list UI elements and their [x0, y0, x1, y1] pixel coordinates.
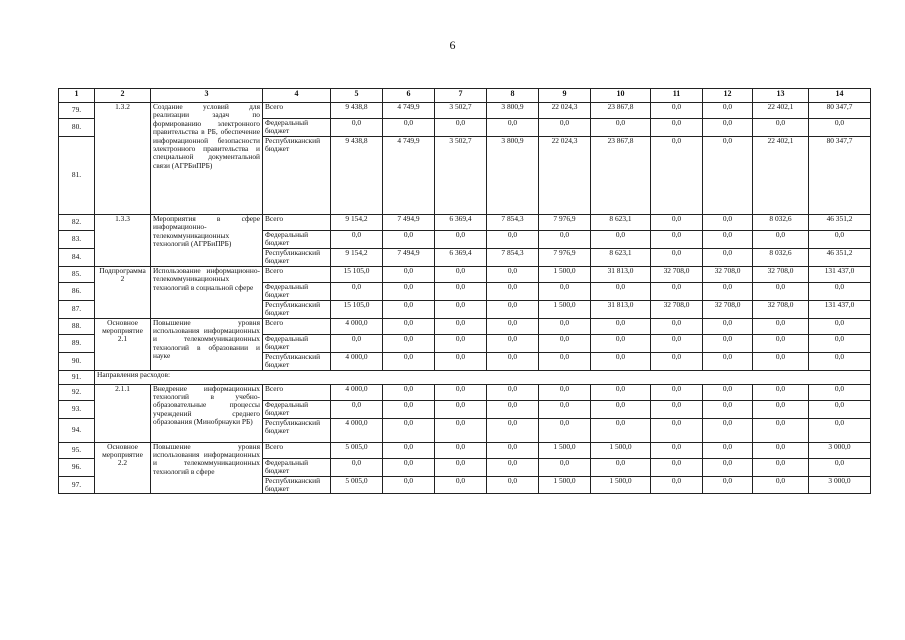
column-header-4: 4	[263, 89, 331, 103]
value-cell: 0,0	[753, 119, 809, 137]
value-cell: 1 500,0	[539, 266, 591, 282]
value-cell: 4 000,0	[331, 418, 383, 442]
row-number: 90.	[59, 352, 95, 370]
value-cell: 80 347,7	[809, 137, 871, 215]
value-cell: 0,0	[703, 318, 753, 334]
budget-table	[58, 88, 871, 494]
value-cell: 0,0	[651, 334, 703, 352]
row-number: 88.	[59, 318, 95, 334]
column-header-10: 10	[591, 89, 651, 103]
value-cell: 0,0	[753, 400, 809, 418]
value-cell: 1 500,0	[539, 300, 591, 318]
program-name: Повышение уровня использования информационных и телекоммуникационных технологий в образовании и науке	[151, 318, 263, 370]
value-cell: 0,0	[703, 103, 753, 119]
value-cell: 7 494,9	[383, 215, 435, 231]
value-cell: 46 351,2	[809, 249, 871, 267]
row-number: 80.	[59, 119, 95, 137]
value-cell: 0,0	[703, 400, 753, 418]
value-cell: 0,0	[809, 231, 871, 249]
value-cell: 0,0	[435, 458, 487, 476]
value-cell: 0,0	[651, 400, 703, 418]
value-cell: 0,0	[703, 334, 753, 352]
row-number: 86.	[59, 282, 95, 300]
funding-source: Федеральный бюджет	[263, 231, 331, 249]
funding-source: Республиканский бюджет	[263, 418, 331, 442]
value-cell: 0,0	[383, 119, 435, 137]
program-code: Подпрограмма 2	[95, 266, 151, 318]
value-cell: 0,0	[809, 282, 871, 300]
value-cell: 0,0	[487, 352, 539, 370]
column-header-12: 12	[703, 89, 753, 103]
value-cell: 0,0	[703, 442, 753, 458]
program-name: Использование информационно-телекоммуникационных технологий в социальной сфере	[151, 266, 263, 318]
value-cell: 0,0	[487, 282, 539, 300]
table-row	[59, 442, 871, 458]
value-cell: 9 154,2	[331, 215, 383, 231]
funding-source: Всего	[263, 384, 331, 400]
row-number: 87.	[59, 300, 95, 318]
value-cell: 32 708,0	[703, 266, 753, 282]
value-cell: 0,0	[487, 458, 539, 476]
value-cell: 1 500,0	[591, 442, 651, 458]
value-cell: 3 502,7	[435, 103, 487, 119]
value-cell: 0,0	[383, 334, 435, 352]
funding-source: Всего	[263, 442, 331, 458]
value-cell: 5 005,0	[331, 476, 383, 494]
funding-source: Республиканский бюджет	[263, 249, 331, 267]
value-cell: 0,0	[651, 282, 703, 300]
value-cell: 3 000,0	[809, 476, 871, 494]
value-cell: 0,0	[753, 458, 809, 476]
value-cell: 0,0	[591, 282, 651, 300]
value-cell: 6 369,4	[435, 215, 487, 231]
value-cell: 0,0	[539, 400, 591, 418]
funding-source: Всего	[263, 318, 331, 334]
value-cell: 0,0	[383, 231, 435, 249]
row-number: 79.	[59, 103, 95, 119]
value-cell: 0,0	[651, 352, 703, 370]
value-cell: 7 854,3	[487, 215, 539, 231]
value-cell: 80 347,7	[809, 103, 871, 119]
value-cell: 3 000,0	[809, 442, 871, 458]
value-cell: 0,0	[539, 418, 591, 442]
value-cell: 0,0	[753, 334, 809, 352]
program-code: Основное мероприятие 2.1	[95, 318, 151, 370]
value-cell: 0,0	[809, 400, 871, 418]
program-code: 1.3.3	[95, 215, 151, 267]
program-name: Внедрение информационных технологий в учебно-образовательные процессы учреждений среднего образования (Минобрнауки РБ)	[151, 384, 263, 442]
value-cell: 0,0	[591, 418, 651, 442]
column-header-6: 6	[383, 89, 435, 103]
section-label: Направления расходов:	[95, 370, 871, 384]
program-name: Повышение уровня использования информационных и телекоммуникационных технологий в сфере	[151, 442, 263, 494]
value-cell: 0,0	[703, 352, 753, 370]
value-cell: 8 623,1	[591, 215, 651, 231]
value-cell: 0,0	[331, 400, 383, 418]
row-number: 93.	[59, 400, 95, 418]
value-cell: 0,0	[487, 442, 539, 458]
row-number: 96.	[59, 458, 95, 476]
value-cell: 22 024,3	[539, 137, 591, 215]
value-cell: 32 708,0	[753, 300, 809, 318]
value-cell: 32 708,0	[753, 266, 809, 282]
row-number: 83.	[59, 231, 95, 249]
value-cell: 1 500,0	[539, 442, 591, 458]
value-cell: 0,0	[539, 352, 591, 370]
value-cell: 15 105,0	[331, 266, 383, 282]
funding-source: Федеральный бюджет	[263, 334, 331, 352]
value-cell: 0,0	[809, 334, 871, 352]
value-cell: 32 708,0	[651, 266, 703, 282]
value-cell: 0,0	[753, 384, 809, 400]
value-cell: 0,0	[703, 119, 753, 137]
row-number: 81.	[59, 137, 95, 215]
table-row	[59, 215, 871, 231]
program-name: Создание условий для реализации задач по формированию электронного правительства в РБ, обеспечение информационной безопасности электронного правительства и специальной документальной связи (АГРБиПРБ)	[151, 103, 263, 215]
value-cell: 0,0	[435, 442, 487, 458]
value-cell: 0,0	[703, 418, 753, 442]
row-number: 94.	[59, 418, 95, 442]
funding-source: Всего	[263, 103, 331, 119]
column-header-11: 11	[651, 89, 703, 103]
value-cell: 5 005,0	[331, 442, 383, 458]
table-row	[59, 370, 871, 384]
value-cell: 0,0	[487, 266, 539, 282]
value-cell: 0,0	[753, 282, 809, 300]
value-cell: 0,0	[435, 231, 487, 249]
value-cell: 0,0	[383, 476, 435, 494]
value-cell: 32 708,0	[651, 300, 703, 318]
value-cell: 0,0	[331, 282, 383, 300]
value-cell: 9 438,8	[331, 103, 383, 119]
program-name: Мероприятия в сфере информационно-телекоммуникационных технологий (АГРБиПРБ)	[151, 215, 263, 267]
program-code: 1.3.2	[95, 103, 151, 215]
value-cell: 0,0	[383, 458, 435, 476]
value-cell: 0,0	[487, 400, 539, 418]
table-row	[59, 266, 871, 282]
value-cell: 0,0	[383, 300, 435, 318]
value-cell: 0,0	[651, 249, 703, 267]
value-cell: 0,0	[753, 442, 809, 458]
value-cell: 7 494,9	[383, 249, 435, 267]
row-number: 92.	[59, 384, 95, 400]
value-cell: 0,0	[651, 458, 703, 476]
row-number: 82.	[59, 215, 95, 231]
value-cell: 0,0	[331, 231, 383, 249]
value-cell: 0,0	[809, 352, 871, 370]
header-row	[59, 89, 871, 103]
value-cell: 9 438,8	[331, 137, 383, 215]
value-cell: 0,0	[487, 119, 539, 137]
value-cell: 0,0	[591, 318, 651, 334]
value-cell: 0,0	[539, 458, 591, 476]
value-cell: 6 369,4	[435, 249, 487, 267]
value-cell: 0,0	[487, 418, 539, 442]
value-cell: 32 708,0	[703, 300, 753, 318]
value-cell: 0,0	[591, 352, 651, 370]
column-header-3: 3	[151, 89, 263, 103]
value-cell: 0,0	[753, 352, 809, 370]
page-number: 6	[449, 38, 456, 52]
program-code: Основное мероприятие 2.2	[95, 442, 151, 494]
value-cell: 0,0	[435, 318, 487, 334]
value-cell: 7 976,9	[539, 249, 591, 267]
row-number: 91.	[59, 370, 95, 384]
value-cell: 22 402,1	[753, 137, 809, 215]
value-cell: 0,0	[487, 318, 539, 334]
value-cell: 4 000,0	[331, 384, 383, 400]
value-cell: 0,0	[487, 334, 539, 352]
table-row	[59, 384, 871, 400]
value-cell: 0,0	[809, 418, 871, 442]
value-cell: 23 867,8	[591, 137, 651, 215]
value-cell: 0,0	[539, 334, 591, 352]
value-cell: 0,0	[539, 119, 591, 137]
value-cell: 4 000,0	[331, 352, 383, 370]
value-cell: 0,0	[703, 384, 753, 400]
value-cell: 0,0	[651, 119, 703, 137]
value-cell: 1 500,0	[539, 476, 591, 494]
value-cell: 0,0	[753, 231, 809, 249]
value-cell: 0,0	[651, 442, 703, 458]
value-cell: 0,0	[435, 334, 487, 352]
funding-source: Республиканский бюджет	[263, 476, 331, 494]
funding-source: Федеральный бюджет	[263, 400, 331, 418]
value-cell: 0,0	[809, 318, 871, 334]
value-cell: 0,0	[539, 318, 591, 334]
value-cell: 0,0	[753, 476, 809, 494]
value-cell: 0,0	[383, 384, 435, 400]
funding-source: Федеральный бюджет	[263, 458, 331, 476]
column-header-2: 2	[95, 89, 151, 103]
value-cell: 0,0	[651, 231, 703, 249]
value-cell: 0,0	[703, 249, 753, 267]
value-cell: 22 024,3	[539, 103, 591, 119]
value-cell: 0,0	[383, 352, 435, 370]
value-cell: 0,0	[539, 231, 591, 249]
value-cell: 0,0	[487, 476, 539, 494]
column-header-8: 8	[487, 89, 539, 103]
value-cell: 3 502,7	[435, 137, 487, 215]
value-cell: 0,0	[383, 418, 435, 442]
value-cell: 0,0	[703, 282, 753, 300]
row-number: 95.	[59, 442, 95, 458]
value-cell: 9 154,2	[331, 249, 383, 267]
value-cell: 0,0	[703, 476, 753, 494]
value-cell: 0,0	[591, 458, 651, 476]
value-cell: 0,0	[809, 119, 871, 137]
value-cell: 0,0	[591, 231, 651, 249]
value-cell: 31 813,0	[591, 300, 651, 318]
value-cell: 8 623,1	[591, 249, 651, 267]
value-cell: 0,0	[651, 215, 703, 231]
value-cell: 0,0	[435, 119, 487, 137]
value-cell: 0,0	[383, 282, 435, 300]
value-cell: 0,0	[591, 334, 651, 352]
value-cell: 0,0	[753, 418, 809, 442]
value-cell: 131 437,0	[809, 266, 871, 282]
value-cell: 0,0	[331, 458, 383, 476]
column-header-7: 7	[435, 89, 487, 103]
table-row	[59, 103, 871, 119]
value-cell: 0,0	[809, 458, 871, 476]
value-cell: 0,0	[383, 400, 435, 418]
value-cell: 0,0	[591, 119, 651, 137]
column-header-14: 14	[809, 89, 871, 103]
value-cell: 0,0	[487, 384, 539, 400]
funding-source: Всего	[263, 215, 331, 231]
value-cell: 3 800,9	[487, 137, 539, 215]
value-cell: 0,0	[539, 384, 591, 400]
value-cell: 8 032,6	[753, 249, 809, 267]
value-cell: 0,0	[383, 318, 435, 334]
row-number: 97.	[59, 476, 95, 494]
funding-source: Федеральный бюджет	[263, 282, 331, 300]
column-header-1: 1	[59, 89, 95, 103]
value-cell: 0,0	[651, 137, 703, 215]
value-cell: 0,0	[651, 384, 703, 400]
value-cell: 0,0	[331, 119, 383, 137]
value-cell: 0,0	[435, 266, 487, 282]
value-cell: 7 854,3	[487, 249, 539, 267]
value-cell: 0,0	[435, 352, 487, 370]
value-cell: 0,0	[435, 282, 487, 300]
funding-source: Республиканский бюджет	[263, 300, 331, 318]
column-header-13: 13	[753, 89, 809, 103]
value-cell: 0,0	[383, 266, 435, 282]
value-cell: 4 749,9	[383, 137, 435, 215]
value-cell: 1 500,0	[591, 476, 651, 494]
value-cell: 22 402,1	[753, 103, 809, 119]
value-cell: 46 351,2	[809, 215, 871, 231]
value-cell: 131 437,0	[809, 300, 871, 318]
funding-source: Всего	[263, 266, 331, 282]
value-cell: 0,0	[651, 418, 703, 442]
row-number: 85.	[59, 266, 95, 282]
program-code: 2.1.1	[95, 384, 151, 442]
value-cell: 3 800,9	[487, 103, 539, 119]
value-cell: 0,0	[435, 418, 487, 442]
value-cell: 0,0	[703, 458, 753, 476]
value-cell: 0,0	[651, 476, 703, 494]
value-cell: 4 000,0	[331, 318, 383, 334]
value-cell: 0,0	[809, 384, 871, 400]
column-header-9: 9	[539, 89, 591, 103]
value-cell: 0,0	[331, 334, 383, 352]
value-cell: 23 867,8	[591, 103, 651, 119]
value-cell: 0,0	[651, 103, 703, 119]
funding-source: Федеральный бюджет	[263, 119, 331, 137]
value-cell: 0,0	[703, 215, 753, 231]
value-cell: 0,0	[539, 282, 591, 300]
funding-source: Республиканский бюджет	[263, 137, 331, 215]
value-cell: 0,0	[753, 318, 809, 334]
value-cell: 8 032,6	[753, 215, 809, 231]
value-cell: 0,0	[651, 318, 703, 334]
value-cell: 0,0	[487, 300, 539, 318]
column-header-5: 5	[331, 89, 383, 103]
value-cell: 0,0	[435, 384, 487, 400]
row-number: 89.	[59, 334, 95, 352]
table-row	[59, 318, 871, 334]
value-cell: 31 813,0	[591, 266, 651, 282]
value-cell: 0,0	[591, 400, 651, 418]
value-cell: 0,0	[435, 400, 487, 418]
value-cell: 0,0	[487, 231, 539, 249]
value-cell: 7 976,9	[539, 215, 591, 231]
value-cell: 0,0	[383, 442, 435, 458]
row-number: 84.	[59, 249, 95, 267]
value-cell: 4 749,9	[383, 103, 435, 119]
value-cell: 0,0	[435, 300, 487, 318]
value-cell: 0,0	[435, 476, 487, 494]
value-cell: 15 105,0	[331, 300, 383, 318]
funding-source: Республиканский бюджет	[263, 352, 331, 370]
value-cell: 0,0	[591, 384, 651, 400]
value-cell: 0,0	[703, 231, 753, 249]
value-cell: 0,0	[703, 137, 753, 215]
